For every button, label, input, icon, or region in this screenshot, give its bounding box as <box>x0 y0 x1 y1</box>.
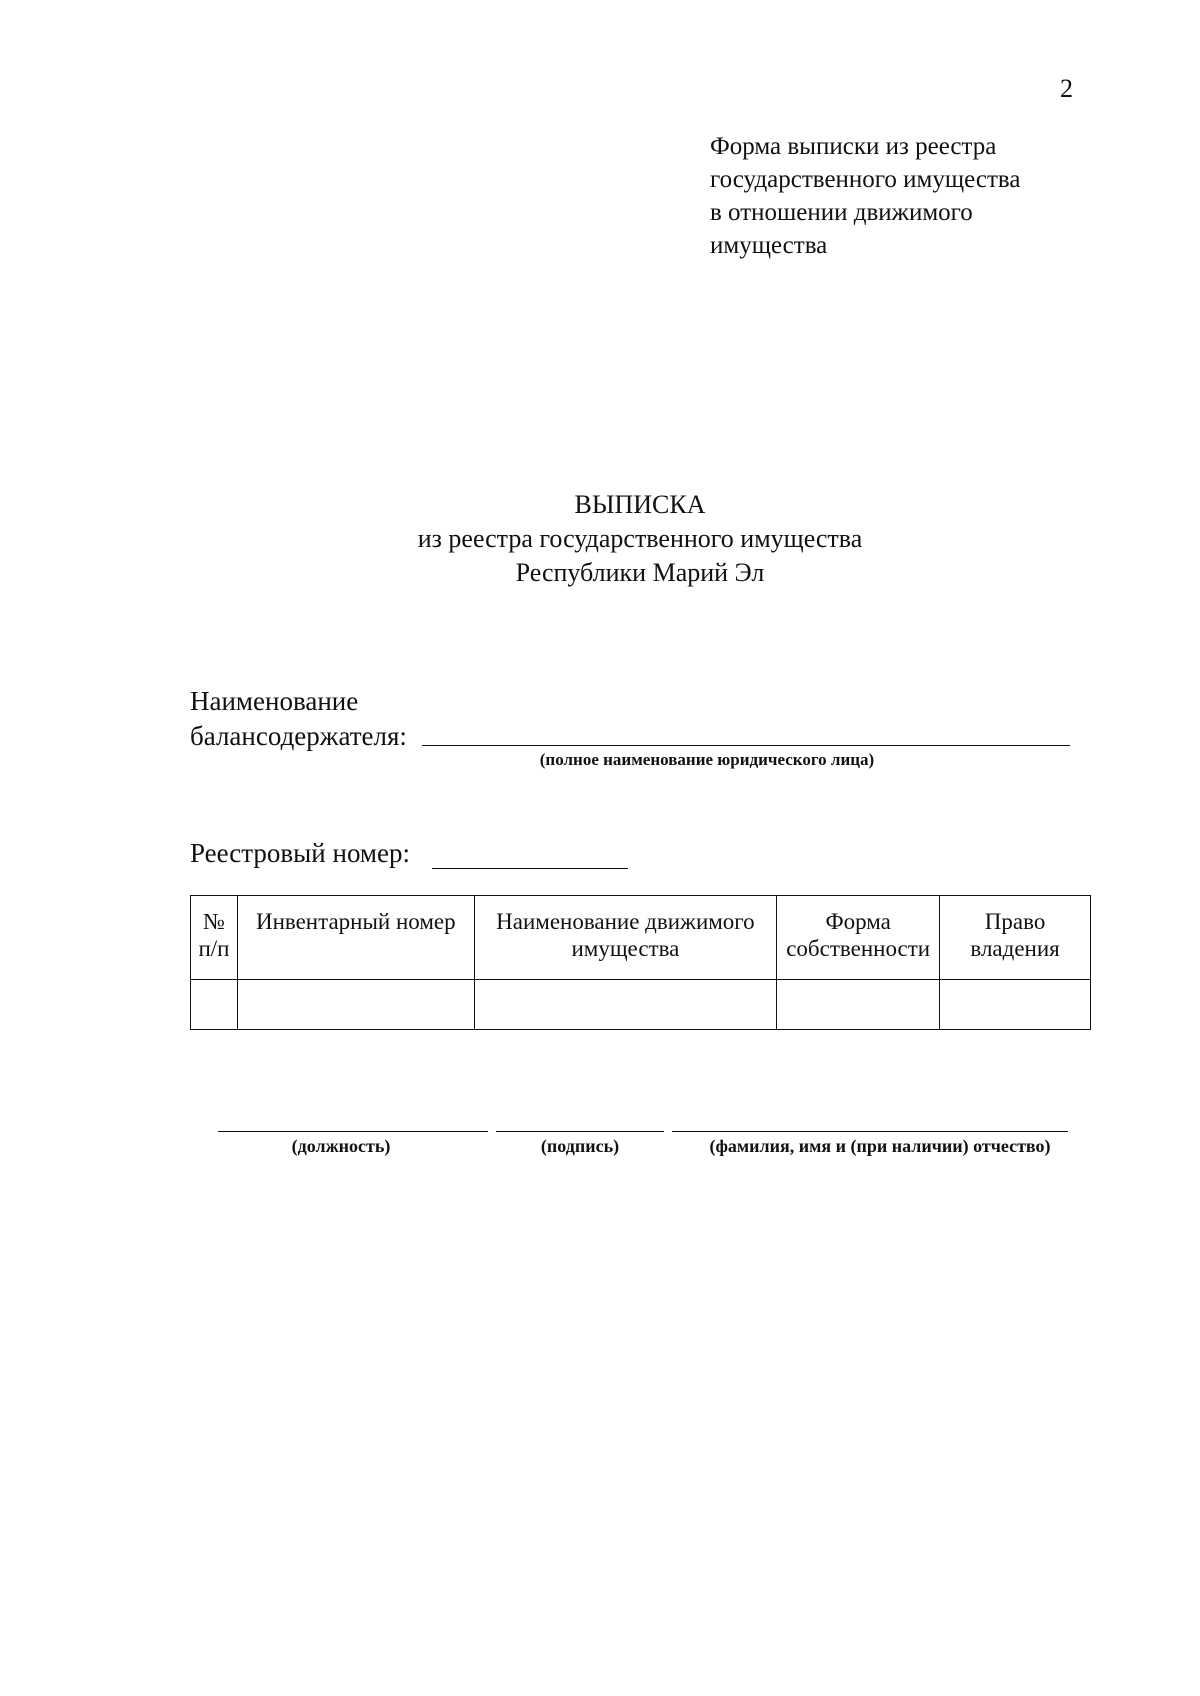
document-title <box>300 488 980 590</box>
form-header-line: государственного имущества <box>710 166 1021 193</box>
form-header-line: Форма выписки из реестра <box>710 133 997 160</box>
form-header-line: имущества <box>710 232 828 259</box>
registry-number-label: Реестровый номер: <box>190 838 411 868</box>
owner-name-field[interactable] <box>422 745 1070 746</box>
owner-hint: (полное наименование юридического лица) <box>539 750 875 769</box>
form-header-line: в отношении движимого <box>710 199 973 226</box>
column-header-inventory-number: Инвентарный номер <box>237 896 474 980</box>
table-cell[interactable] <box>474 980 777 1030</box>
table-cell[interactable] <box>940 980 1091 1030</box>
table-cell[interactable] <box>237 980 474 1030</box>
column-header-ownership-form: Форма собственности <box>777 896 940 980</box>
registry-number-field[interactable] <box>432 868 628 869</box>
full-name-field[interactable] <box>672 1131 1068 1132</box>
title-main: ВЫПИСКА <box>574 490 706 519</box>
table-row <box>191 980 1091 1030</box>
table-cell[interactable] <box>191 980 238 1030</box>
signature-hint: (подпись) <box>540 1136 620 1156</box>
column-header-property-name: Наименование движимого имущества <box>474 896 777 980</box>
full-name-hint: (фамилия, имя и (при наличии) отчество) <box>709 1136 1051 1156</box>
column-header-number: № п/п <box>191 896 238 980</box>
owner-label-line1: Наименование <box>190 686 359 716</box>
signature-field[interactable] <box>496 1131 664 1132</box>
title-subtitle: из реестра государственного имущества <box>417 524 863 553</box>
table-header-row <box>191 896 1091 980</box>
position-field[interactable] <box>218 1131 488 1132</box>
title-region: Республики Марий Эл <box>515 558 765 587</box>
owner-label <box>190 684 407 754</box>
owner-label-line2: балансодержателя: <box>190 721 407 751</box>
table-cell[interactable] <box>777 980 940 1030</box>
form-header <box>710 130 1110 262</box>
property-table <box>190 895 1091 1030</box>
page-number: 2 <box>1060 74 1073 103</box>
column-header-ownership-right: Право владения <box>940 896 1091 980</box>
position-hint: (должность) <box>291 1136 391 1156</box>
